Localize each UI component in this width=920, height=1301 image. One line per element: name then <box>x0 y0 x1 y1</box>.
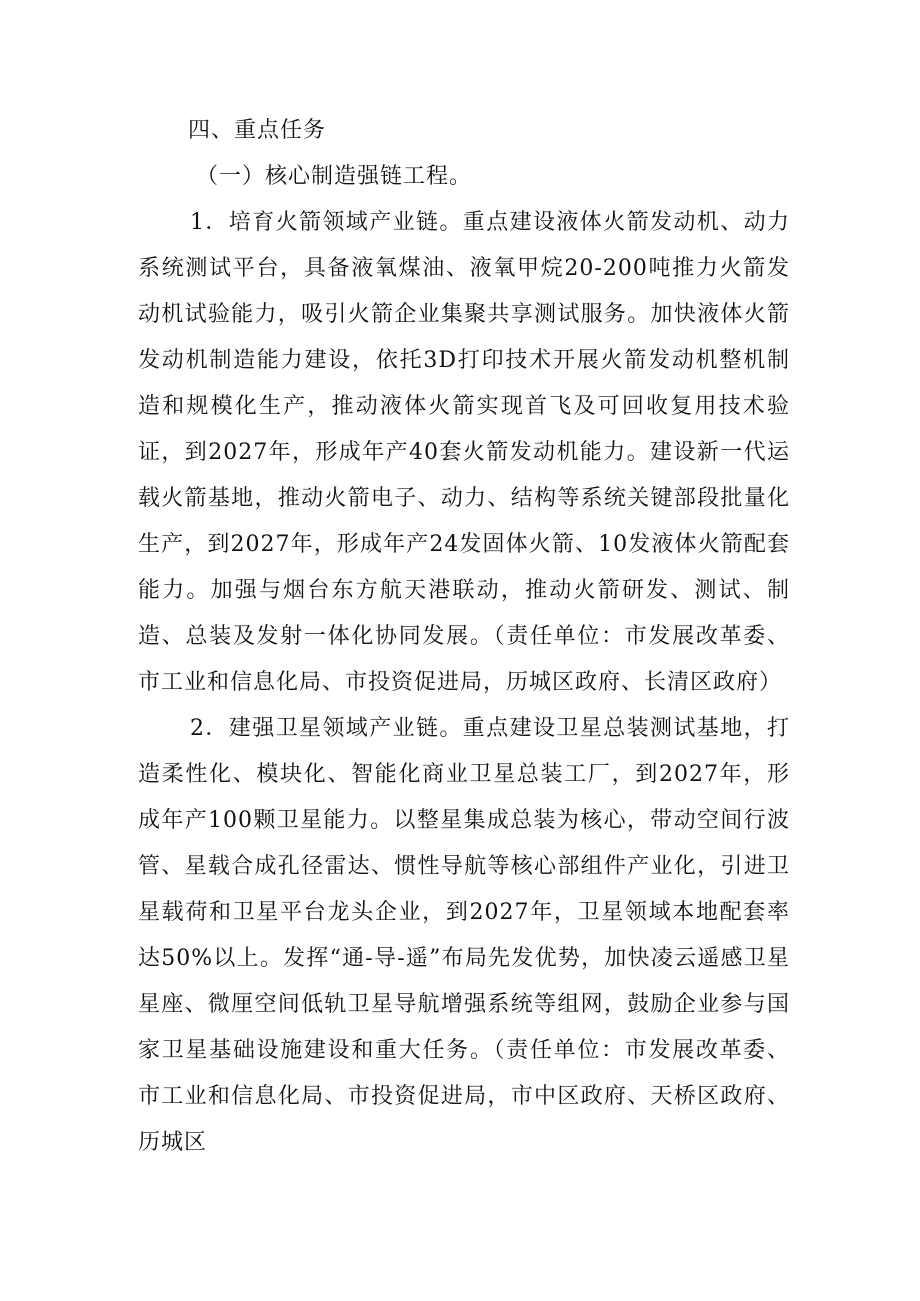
subsection-heading: （一）核心制造强链工程。 <box>196 164 473 189</box>
section-heading: 四、重点任务 <box>188 118 327 143</box>
paragraph-satellite-industry-chain: 2．建强卫星领域产业链。重点建设卫星总装测试基地，打造柔性化、模块化、智能化商业卫星总装工厂，到2027年，形成年产100颗卫星能力。以整星集成总装为核心，带动空间行波管、星载合成孔径雷达、惯性导航等核心部组件产业化，引进卫星载荷和卫星平台龙头企业，到2027年，卫星领域本地配套率达50%以上。发挥“通-导-遥”布局先发优势，加快凌云遥感卫星星座、微厘空间低轨卫星导航增强系统等组网，鼓励企业参与国家卫星基础设施建设和重大任务。（责任单位：市发展改革委、市工业和信息化局、市投资促进局，市中区政府、天桥区政府、历城区 <box>138 716 790 1155</box>
paragraph-rocket-industry-chain: 1．培育火箭领域产业链。重点建设液体火箭发动机、动力系统测试平台，具备液氧煤油、液氧甲烷20-200吨推力火箭发动机试验能力，吸引火箭企业集聚共享测试服务。加快液体火箭发动机制造能力建设，依托3D打印技术开展火箭发动机整机制造和规模化生产，推动液体火箭实现首飞及可回收复用技术验证，到2027年，形成年产40套火箭发动机能力。建设新一代运载火箭基地，推动火箭电子、动力、结构等系统关键部段批量化生产，到2027年，形成年产24发固体火箭、10发液体火箭配套能力。加强与烟台东方航天港联动，推动火箭研发、测试、制造、总装及发射一体化协同发展。（责任单位：市发展改革委、市工业和信息化局、市投资促进局，历城区政府、长清区政府） <box>138 210 790 695</box>
document-body <box>138 108 790 1166</box>
